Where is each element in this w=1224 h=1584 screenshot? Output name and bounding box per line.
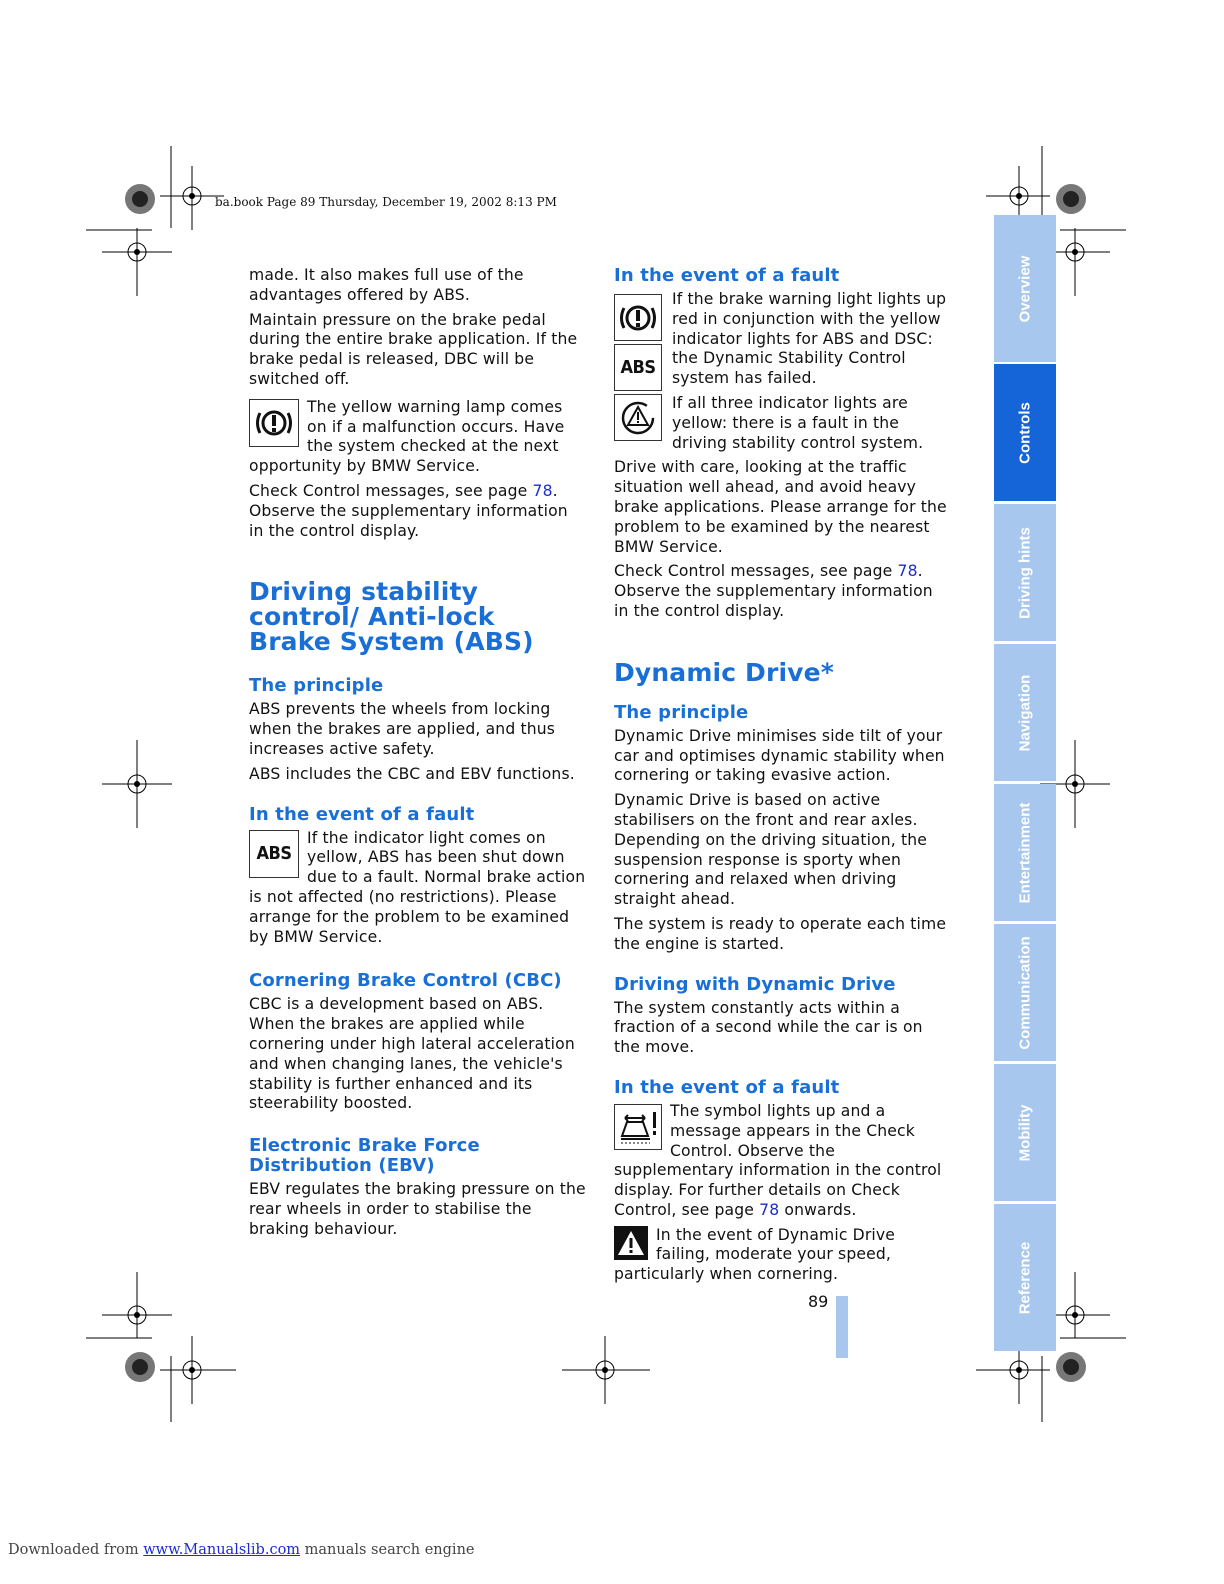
right-column <box>614 266 952 1290</box>
paragraph: EBV regulates the braking pressure on the rear wheels in order to stabilise the braking behaviour. <box>249 1180 586 1238</box>
tab-label: Controls <box>1016 401 1034 464</box>
check-control-ref: Check Control messages, see page 78. <box>614 562 923 581</box>
tab-label: Driving hints <box>1016 526 1034 619</box>
brake-warning-icon <box>614 294 662 341</box>
left-column <box>249 266 587 1245</box>
section-title-dynamic-drive: Dynamic Drive* <box>614 657 834 687</box>
paragraph: If the brake warning light lights up red in conjunction with the yellow indicator lights for ABS and DSC: the Dynamic Stability Control system has failed. <box>672 290 947 388</box>
abs-indicator-icon <box>614 344 662 391</box>
paragraph: Drive with care, looking at the traffic situation well ahead, and avoid heavy brake applications. Please arrange for the problem to be examined by the nearest BMW Service. <box>614 458 947 556</box>
tab-label: Overview <box>1016 255 1034 322</box>
abs-icon-label: ABS <box>256 842 292 864</box>
paragraph: The system constantly acts within a fraction of a second while the car is on the move. <box>614 998 923 1057</box>
abs-indicator-icon <box>249 830 299 878</box>
brake-warning-icon <box>249 399 299 447</box>
dynamic-drive-warning-text: In the event of Dynamic Drive failing, moderate your speed, particularly when cornering. <box>614 1225 895 1284</box>
subheading: In the event of a fault <box>614 1076 840 1098</box>
tab-reference[interactable] <box>994 1204 1056 1351</box>
subheading: The principle <box>614 701 749 723</box>
dynamic-drive-fault-note <box>614 1102 952 1221</box>
tab-label: Communication <box>1016 935 1034 1050</box>
fault-icons-block <box>614 290 952 453</box>
paragraph: Maintain pressure on the brake pedal during the entire brake application. If the brake pedal is released, DBC will be switched off. <box>249 310 578 388</box>
paragraph: Observe the supplementary information in the control display. <box>249 501 568 540</box>
onwards-text: onwards. <box>784 1200 857 1219</box>
subheading: Driving with Dynamic Drive <box>614 973 896 995</box>
abs-icon-label: ABS <box>620 356 656 378</box>
subheading: In the event of a fault <box>249 803 475 825</box>
footer-suffix: manuals search engine <box>304 1542 475 1558</box>
warning-lamp-note <box>249 398 587 477</box>
page-number: 89 <box>808 1292 829 1311</box>
paragraph: Dynamic Drive is based on active stabilisers on the front and rear axles. Depending on the driving situation, the suspension response is sporty when cornering and relaxed when driving straight ahead. <box>614 791 928 909</box>
subheading: Cornering Brake Control (CBC) <box>249 970 562 992</box>
section-title-abs: Driving stability control/ Anti-lock Brake System (ABS) <box>249 577 534 657</box>
warning-triangle-icon <box>614 1226 648 1260</box>
check-control-text: Check Control messages, see page <box>614 562 893 581</box>
paragraph: The system is ready to operate each time the engine is started. <box>614 914 947 953</box>
tab-mobility[interactable] <box>994 1064 1056 1201</box>
page-link[interactable]: 78 <box>532 481 553 500</box>
tab-entertainment[interactable] <box>994 784 1056 921</box>
paragraph: ABS prevents the wheels from locking when the brakes are applied, and thus increases active safety. <box>249 700 556 758</box>
paragraph: ABS includes the CBC and EBV functions. <box>249 764 575 783</box>
abs-fault-note <box>249 829 587 948</box>
tab-controls[interactable] <box>994 364 1056 501</box>
check-control-text: Check Control messages, see page <box>249 481 528 500</box>
dsc-warning-icon <box>614 394 662 441</box>
tab-label: Mobility <box>1016 1104 1034 1161</box>
paragraph: CBC is a development based on ABS. When the brakes are applied while cornering under high lateral acceleration and when changing lanes, the vehicle's stability is further enhanced and its steerability boosted. <box>249 995 575 1113</box>
check-control-ref: Check Control messages, see page 78. <box>249 481 558 500</box>
warning-lamp-text: The yellow warning lamp comes on if a malfunction occurs. Have the system checked at the next opportunity by BMW Service. <box>249 397 565 476</box>
subheading: The principle <box>249 675 384 697</box>
dynamic-drive-fault-text: The symbol lights up and a message appears in the Check Control. Observe the supplementary information in the control display. For further details on Check Control, see page <box>614 1101 942 1219</box>
paragraph: If all three indicator lights are yellow: there is a fault in the driving stability control system. <box>672 393 924 452</box>
tab-communication[interactable] <box>994 924 1056 1061</box>
paragraph: Observe the supplementary information in the control display. <box>614 582 933 620</box>
manualslib-link[interactable]: www.Manualslib.com <box>143 1542 301 1558</box>
footer-prefix: Downloaded from <box>8 1542 139 1558</box>
tab-label: Reference <box>1016 1241 1034 1314</box>
tab-overview[interactable] <box>994 215 1056 362</box>
dynamic-drive-warning <box>614 1226 952 1285</box>
tab-driving-hints[interactable] <box>994 504 1056 641</box>
fault-text-block <box>672 290 952 453</box>
tab-label: Entertainment <box>1016 802 1034 903</box>
abs-fault-text: If the indicator light comes on yellow, ABS has been shut down due to a fault. Normal brake action is not affected (no restrictions). Please arrange for the problem to be examined by BMW Service. <box>249 828 586 946</box>
page-link[interactable]: 78 <box>897 562 918 581</box>
footer <box>8 1542 475 1558</box>
dynamic-drive-icon <box>614 1104 662 1150</box>
page-edge-bar <box>836 1296 848 1358</box>
file-info-header: ba.book Page 89 Thursday, December 19, 2002 8:13 PM <box>215 195 557 209</box>
subheading: Electronic Brake Force Distribution (EBV) <box>249 1135 480 1177</box>
tab-navigation[interactable] <box>994 644 1056 781</box>
page-link[interactable]: 78 <box>759 1200 780 1219</box>
paragraph: made. It also makes full use of the advantages offered by ABS. <box>249 266 524 304</box>
tab-label: Navigation <box>1016 674 1034 751</box>
subheading: In the event of a fault <box>614 265 840 286</box>
indicator-icon-stack <box>614 294 662 441</box>
paragraph: Dynamic Drive minimises side tilt of your car and optimises dynamic stability when cornering or taking evasive action. <box>614 726 945 785</box>
